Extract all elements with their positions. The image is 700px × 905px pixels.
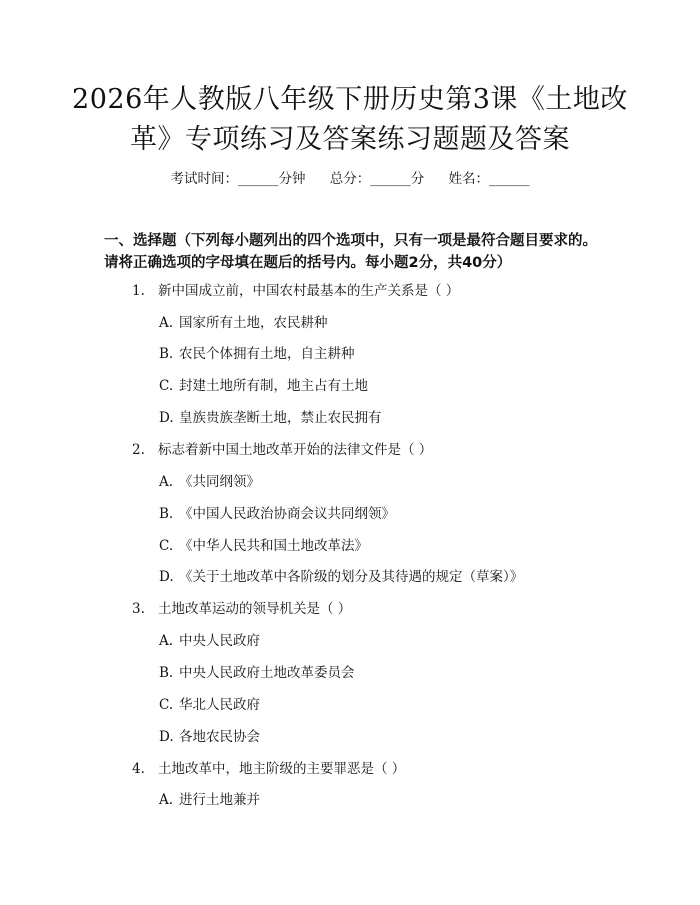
option-letter: C. bbox=[159, 378, 174, 394]
option-text: 国家所有土地，农民耕种 bbox=[179, 315, 328, 331]
option-letter: B. bbox=[159, 665, 174, 681]
option-text: 《共同纲领》 bbox=[179, 474, 260, 490]
exam-info bbox=[0, 170, 700, 188]
question-stem: 土地改革中，地主阶级的主要罪恶是（ ） bbox=[158, 761, 406, 777]
option-item bbox=[159, 314, 629, 332]
option-letter: C. bbox=[159, 538, 174, 554]
question-stem: 新中国成立前，中国农村最基本的生产关系是（ ） bbox=[158, 283, 460, 299]
option-letter: A. bbox=[159, 474, 174, 490]
option-text: 皇族贵族垄断土地，禁止农民拥有 bbox=[179, 410, 382, 426]
question-4 bbox=[132, 760, 632, 778]
option-letter: B. bbox=[159, 506, 174, 522]
option-text: 中央人民政府 bbox=[179, 633, 260, 649]
option-letter: D. bbox=[159, 410, 174, 426]
exam-total-score: 总分：______分 bbox=[329, 171, 425, 187]
option-text: 各地农民协会 bbox=[179, 729, 260, 745]
option-item bbox=[159, 791, 629, 809]
question-number: 3. bbox=[132, 601, 145, 617]
question-stem: 土地改革运动的领导机关是（ ） bbox=[158, 601, 352, 617]
option-letter: A. bbox=[159, 315, 174, 331]
option-text: 《中国人民政治协商会议共同纲领》 bbox=[179, 506, 395, 522]
option-text: 农民个体拥有土地，自主耕种 bbox=[179, 346, 355, 362]
exam-name: 姓名：______ bbox=[448, 171, 530, 187]
option-item bbox=[159, 505, 629, 523]
section-heading: 一、选择题（下列每小题列出的四个选项中，只有一项是最符合题目要求的。请将正确选项的字母填在题后的括号内。每小题2分，共40分） bbox=[104, 233, 597, 271]
document-title: 2026年人教版八年级下册历史第3课《土地改革》专项练习及答案练习题题及答案 bbox=[72, 84, 628, 155]
option-text: 中央人民政府土地改革委员会 bbox=[179, 665, 355, 681]
option-text: 华北人民政府 bbox=[179, 697, 260, 713]
option-letter: D. bbox=[159, 729, 174, 745]
option-text: 《中华人民共和国土地改革法》 bbox=[179, 538, 368, 554]
option-item bbox=[159, 664, 629, 682]
option-item bbox=[159, 728, 629, 746]
question-3 bbox=[132, 600, 632, 618]
option-text: 封建土地所有制，地主占有土地 bbox=[179, 378, 368, 394]
option-item bbox=[159, 409, 629, 427]
question-1 bbox=[132, 282, 632, 300]
question-stem: 标志着新中国土地改革开始的法律文件是（ ） bbox=[158, 442, 433, 458]
option-item bbox=[159, 537, 629, 555]
option-item bbox=[159, 377, 629, 395]
option-item bbox=[159, 345, 629, 363]
option-text: 进行土地兼并 bbox=[179, 792, 260, 808]
option-letter: A. bbox=[159, 792, 174, 808]
option-item bbox=[159, 632, 629, 650]
option-item bbox=[159, 473, 629, 491]
option-item bbox=[159, 568, 629, 586]
option-item bbox=[159, 696, 629, 714]
question-number: 2. bbox=[132, 442, 145, 458]
question-number: 1. bbox=[132, 283, 145, 299]
option-letter: C. bbox=[159, 697, 174, 713]
exam-time: 考试时间：______分钟 bbox=[170, 171, 306, 187]
option-letter: B. bbox=[159, 346, 174, 362]
option-letter: D. bbox=[159, 569, 174, 585]
question-number: 4. bbox=[132, 761, 145, 777]
option-text: 《关于土地改革中各阶级的划分及其待遇的规定（草案）》 bbox=[179, 569, 524, 585]
question-2 bbox=[132, 441, 632, 459]
option-letter: A. bbox=[159, 633, 174, 649]
